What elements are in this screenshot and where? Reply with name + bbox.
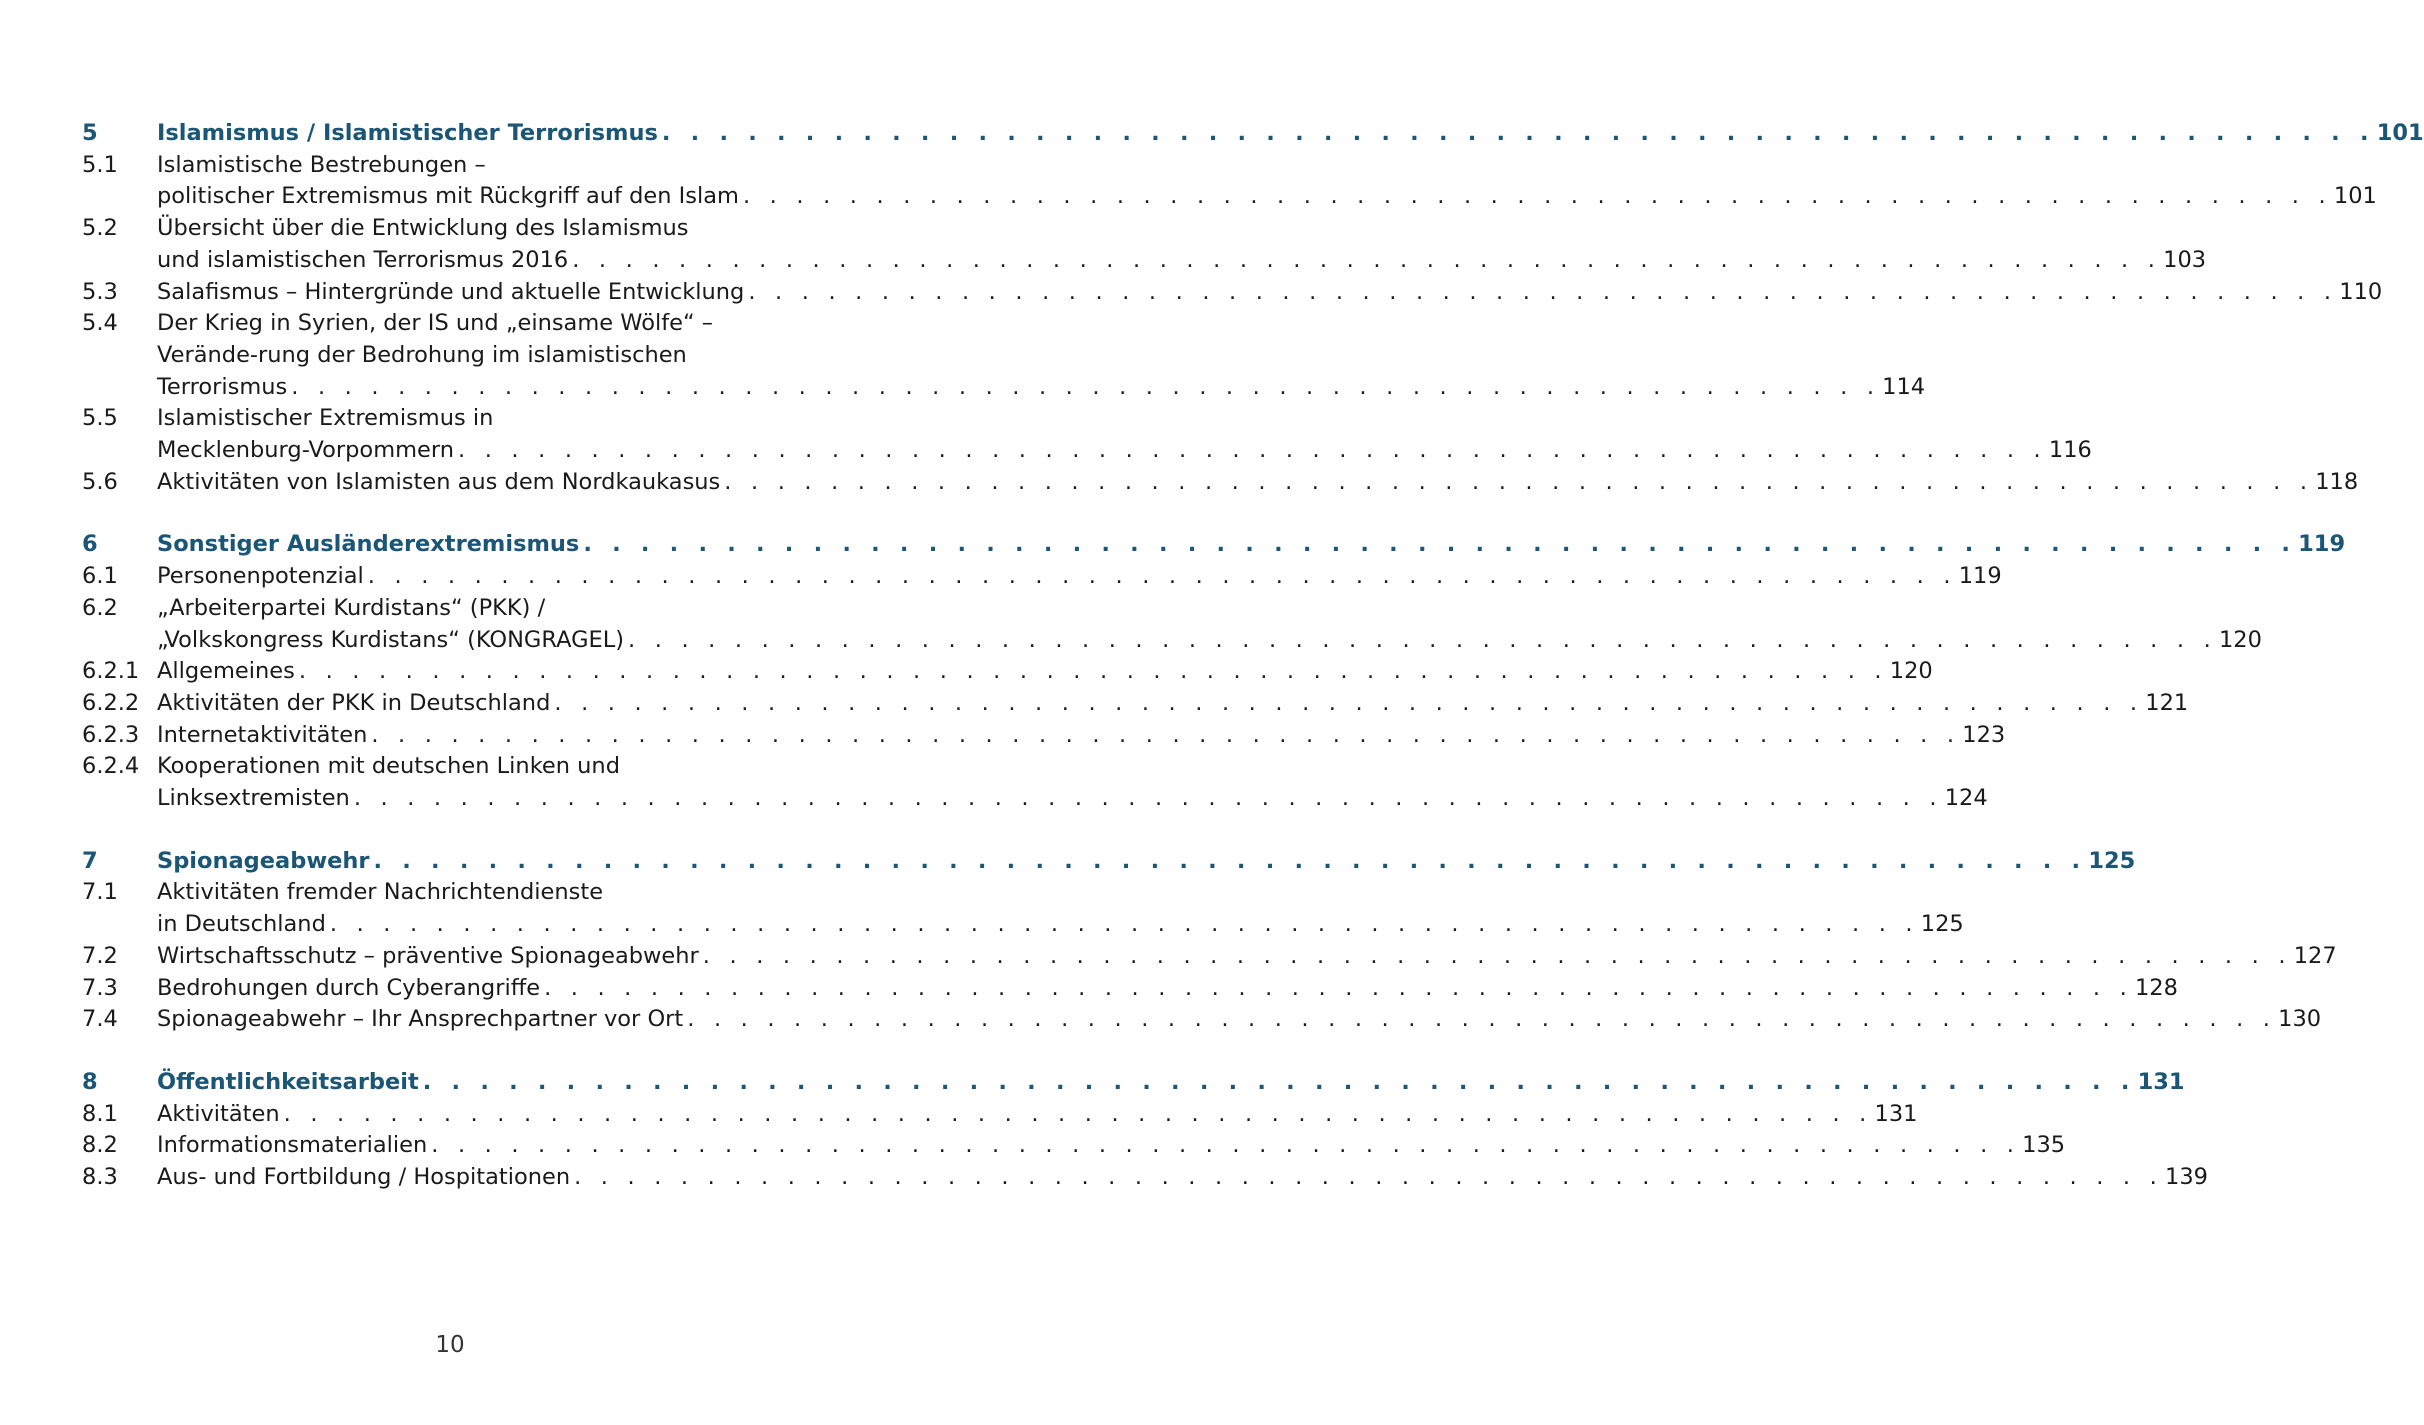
entry-number: 5.5 [82, 405, 118, 432]
entry-title-line: Bedrohungen durch Cyberangriffe [157, 974, 541, 1001]
dot-leader: . . . . . . . . . . . . . . . . . . . . . . . . . . . . . . . . . . . . . . . . . . . . . . . . . . . . . . . . . . . . [661, 120, 2375, 146]
entry-page-number: 119 [2298, 531, 2346, 558]
dot-leader: . . . . . . . . . . . . . . . . . . . . . . . . . . . . . . . . . . . . . . . . . . . . . . . . . . . . . . . . . . . . [702, 942, 2292, 969]
toc-entry [82, 308, 1926, 403]
entry-page-number: 103 [2163, 246, 2207, 273]
entry-number: 5.6 [82, 468, 118, 495]
entry-page-number: 120 [2218, 626, 2262, 653]
entry-page-number: 119 [1958, 563, 2002, 590]
page-number: 10 [435, 1332, 465, 1358]
entry-page-number: 139 [2165, 1164, 2208, 1191]
dot-leader: . . . . . . . . . . . . . . . . . . . . . . . . . . . . . . . . . . . . . . . . . . . . . . . . . . . . . . . . . . . . [371, 721, 1961, 748]
entry-title-line: Aktivitäten von Islamisten aus dem Nordkaukasus [157, 468, 721, 495]
toc-entry [82, 150, 2377, 213]
entry-title-line: und islamistischen Terrorismus 2016 [157, 246, 569, 273]
entry-page-number: 114 [1882, 373, 1926, 400]
dot-leader: . . . . . . . . . . . . . . . . . . . . . . . . . . . . . . . . . . . . . . . . . . . . . . . . . . . . . . . . . . . . [572, 246, 2162, 273]
entry-page-number: 135 [2022, 1132, 2066, 1159]
table-of-contents [82, 118, 2424, 1225]
toc-entry [82, 973, 2178, 1005]
entry-number: 5.1 [82, 151, 118, 178]
entry-number: 8.1 [82, 1100, 118, 1127]
dot-leader: . . . . . . . . . . . . . . . . . . . . . . . . . . . . . . . . . . . . . . . . . . . . . . . . . . . . . . . . . . . . [458, 437, 2047, 464]
entry-number: 6 [82, 531, 98, 558]
toc-entry [82, 877, 1964, 940]
entry-page-number: 123 [1962, 721, 2006, 748]
dot-leader: . . . . . . . . . . . . . . . . . . . . . . . . . . . . . . . . . . . . . . . . . . . . . . . . . . . . . . . . . . . . [742, 183, 2332, 210]
dot-leader: . . . . . . . . . . . . . . . . . . . . . . . . . . . . . . . . . . . . . . . . . . . . . . . . . . . . . . . . . . . . [353, 785, 1943, 812]
entry-number: 6.2.4 [82, 753, 140, 780]
entry-number: 7.1 [82, 879, 118, 906]
entry-title-line: Kooperationen mit deutschen Linken und [157, 753, 620, 780]
dot-leader: . . . . . . . . . . . . . . . . . . . . . . . . . . . . . . . . . . . . . . . . . . . . . . . . . . . . . . . . . . . . [367, 563, 1957, 590]
toc-entry [82, 941, 2337, 973]
entry-title-line: Informationsmaterialien [157, 1132, 428, 1159]
entry-number: 6.2.2 [82, 689, 140, 716]
entry-title-line: Übersicht über die Entwicklung des Islamismus [157, 215, 689, 242]
dot-leader: . . . . . . . . . . . . . . . . . . . . . . . . . . . . . . . . . . . . . . . . . . . . . . . . . . . . . . . . . . . . [544, 974, 2133, 1001]
entry-number: 5.4 [82, 310, 118, 337]
entry-number: 5.3 [82, 278, 118, 305]
dot-leader: . . . . . . . . . . . . . . . . . . . . . . . . . . . . . . . . . . . . . . . . . . . . . . . . . . . . . . . . . . . . [283, 1100, 1873, 1127]
entry-number: 7.3 [82, 974, 118, 1001]
entry-page-number: 130 [2278, 1006, 2322, 1033]
entry-number: 7 [82, 847, 98, 874]
entry-title-line: Allgemeines [157, 658, 295, 685]
toc-section [82, 846, 2337, 1036]
toc-entry [82, 277, 2383, 309]
toc-chapter-entry [82, 529, 2346, 561]
entry-title-line: politischer Extremismus mit Rückgriff auf den Islam [157, 183, 739, 210]
entry-title-line: Öffentlichkeitsarbeit [157, 1068, 419, 1095]
toc-entry [82, 688, 2189, 720]
entry-title-line: in Deutschland [157, 911, 326, 938]
entry-page-number: 110 [2339, 278, 2383, 305]
entry-number: 5 [82, 120, 98, 146]
dot-leader: . . . . . . . . . . . . . . . . . . . . . . . . . . . . . . . . . . . . . . . . . . . . . . . . . . . . . . . . . . . . [431, 1132, 2021, 1159]
entry-title-line: Aus- und Fortbildung / Hospitationen [157, 1164, 571, 1191]
entry-number: 7.4 [82, 1006, 118, 1033]
toc-entry [82, 593, 2262, 656]
entry-title-line: Islamismus / Islamistischer Terrorismus [157, 120, 658, 146]
entry-page-number: 128 [2134, 974, 2178, 1001]
entry-number: 6.2 [82, 594, 118, 621]
toc-entry [82, 656, 1933, 688]
entry-title-line: Verände-rung der Bedrohung im islamistischen [157, 341, 687, 368]
dot-leader: . . . . . . . . . . . . . . . . . . . . . . . . . . . . . . . . . . . . . . . . . . . . . . . . . . . . . . . . . . . . [329, 911, 1919, 938]
entry-title-line: Internetaktivitäten [157, 721, 368, 748]
entry-page-number: 120 [1889, 658, 1933, 685]
dot-leader: . . . . . . . . . . . . . . . . . . . . . . . . . . . . . . . . . . . . . . . . . . . . . . . . . . . . . . . . . . . . [583, 531, 2297, 558]
entry-title-line: Salafismus – Hintergründe und aktuelle Entwicklung [157, 278, 745, 305]
entry-number: 8 [82, 1068, 98, 1095]
entry-title-line: Der Krieg in Syrien, der IS und „einsame Wölfe“ – [157, 310, 714, 337]
entry-title-line: Wirtschaftsschutz – präventive Spionageabwehr [157, 942, 699, 969]
entry-number: 5.2 [82, 215, 118, 242]
entry-number: 7.2 [82, 942, 118, 969]
entry-title-line: Spionageabwehr – Ihr Ansprechpartner vor Ort [157, 1006, 684, 1033]
toc-section [82, 1067, 2208, 1194]
entry-title-line: Aktivitäten der PKK in Deutschland [157, 689, 551, 716]
toc-chapter-entry [82, 1067, 2185, 1099]
toc-entry [82, 1162, 2208, 1194]
dot-leader: . . . . . . . . . . . . . . . . . . . . . . . . . . . . . . . . . . . . . . . . . . . . . . . . . . . . . . . . . . . . [687, 1006, 2277, 1033]
dot-leader: . . . . . . . . . . . . . . . . . . . . . . . . . . . . . . . . . . . . . . . . . . . . . . . . . . . . . . . . . . . . [291, 373, 1881, 400]
toc-chapter-entry [82, 846, 2136, 878]
entry-page-number: 131 [2137, 1068, 2185, 1095]
entry-page-number: 124 [1944, 785, 1988, 812]
entry-page-number: 118 [2315, 468, 2359, 495]
dot-leader: . . . . . . . . . . . . . . . . . . . . . . . . . . . . . . . . . . . . . . . . . . . . . . . . . . . . . . . . . . . . [628, 626, 2217, 653]
entry-number: 6.1 [82, 563, 118, 590]
dot-leader: . . . . . . . . . . . . . . . . . . . . . . . . . . . . . . . . . . . . . . . . . . . . . . . . . . . . . . . . . . . . [298, 658, 1888, 685]
toc-entry [82, 1099, 1918, 1131]
toc-entry [82, 561, 2002, 593]
entry-number: 6.2.3 [82, 721, 140, 748]
entry-title-line: Sonstiger Ausländerextremismus [157, 531, 580, 558]
toc-entry [82, 403, 2092, 466]
entry-title-line: Spionageabwehr [157, 847, 370, 874]
entry-page-number: 121 [2145, 689, 2189, 716]
toc-entry [82, 720, 2006, 752]
entry-page-number: 101 [2376, 120, 2424, 146]
dot-leader: . . . . . . . . . . . . . . . . . . . . . . . . . . . . . . . . . . . . . . . . . . . . . . . . . . . . . . . . . . . . [422, 1068, 2136, 1095]
entry-title-line: Aktivitäten [157, 1100, 280, 1127]
entry-number: 8.2 [82, 1132, 118, 1159]
entry-title-line: Linksextremisten [157, 785, 350, 812]
entry-title-line: Aktivitäten fremder Nachrichtendienste [157, 879, 604, 906]
entry-title-line: Terrorismus [157, 373, 288, 400]
toc-section [82, 118, 2424, 498]
toc-entry [82, 1004, 2322, 1036]
entry-page-number: 131 [1874, 1100, 1918, 1127]
dot-leader: . . . . . . . . . . . . . . . . . . . . . . . . . . . . . . . . . . . . . . . . . . . . . . . . . . . . . . . . . . . . [748, 278, 2338, 305]
entry-title-line: Mecklenburg-Vorpommern [157, 437, 454, 464]
entry-page-number: 101 [2333, 183, 2377, 210]
entry-page-number: 116 [2048, 437, 2092, 464]
entry-title-line: „Volkskongress Kurdistans“ (KONGRAGEL) [157, 626, 625, 653]
toc-entry [82, 1130, 2066, 1162]
entry-number: 6.2.1 [82, 658, 140, 685]
toc-section [82, 529, 2346, 814]
toc-entry [82, 751, 1988, 814]
entry-page-number: 127 [2293, 942, 2337, 969]
entry-title-line: Islamistische Bestrebungen – [157, 151, 486, 178]
entry-title-line: Islamistischer Extremismus in [157, 405, 494, 432]
dot-leader: . . . . . . . . . . . . . . . . . . . . . . . . . . . . . . . . . . . . . . . . . . . . . . . . . . . . . . . . . . . . [373, 847, 2087, 874]
entry-page-number: 125 [1920, 911, 1964, 938]
dot-leader: . . . . . . . . . . . . . . . . . . . . . . . . . . . . . . . . . . . . . . . . . . . . . . . . . . . . . . . . . . . . [574, 1164, 2163, 1191]
toc-entry [82, 467, 2359, 499]
toc-chapter-entry [82, 118, 2424, 150]
dot-leader: . . . . . . . . . . . . . . . . . . . . . . . . . . . . . . . . . . . . . . . . . . . . . . . . . . . . . . . . . . . . [724, 468, 2314, 495]
toc-entry [82, 213, 2207, 276]
dot-leader: . . . . . . . . . . . . . . . . . . . . . . . . . . . . . . . . . . . . . . . . . . . . . . . . . . . . . . . . . . . . [554, 689, 2144, 716]
entry-title-line: „Arbeiterpartei Kurdistans“ (PKK) / [157, 594, 546, 621]
entry-title-line: Personenpotenzial [157, 563, 364, 590]
entry-number: 8.3 [82, 1164, 118, 1191]
entry-page-number: 125 [2088, 847, 2136, 874]
